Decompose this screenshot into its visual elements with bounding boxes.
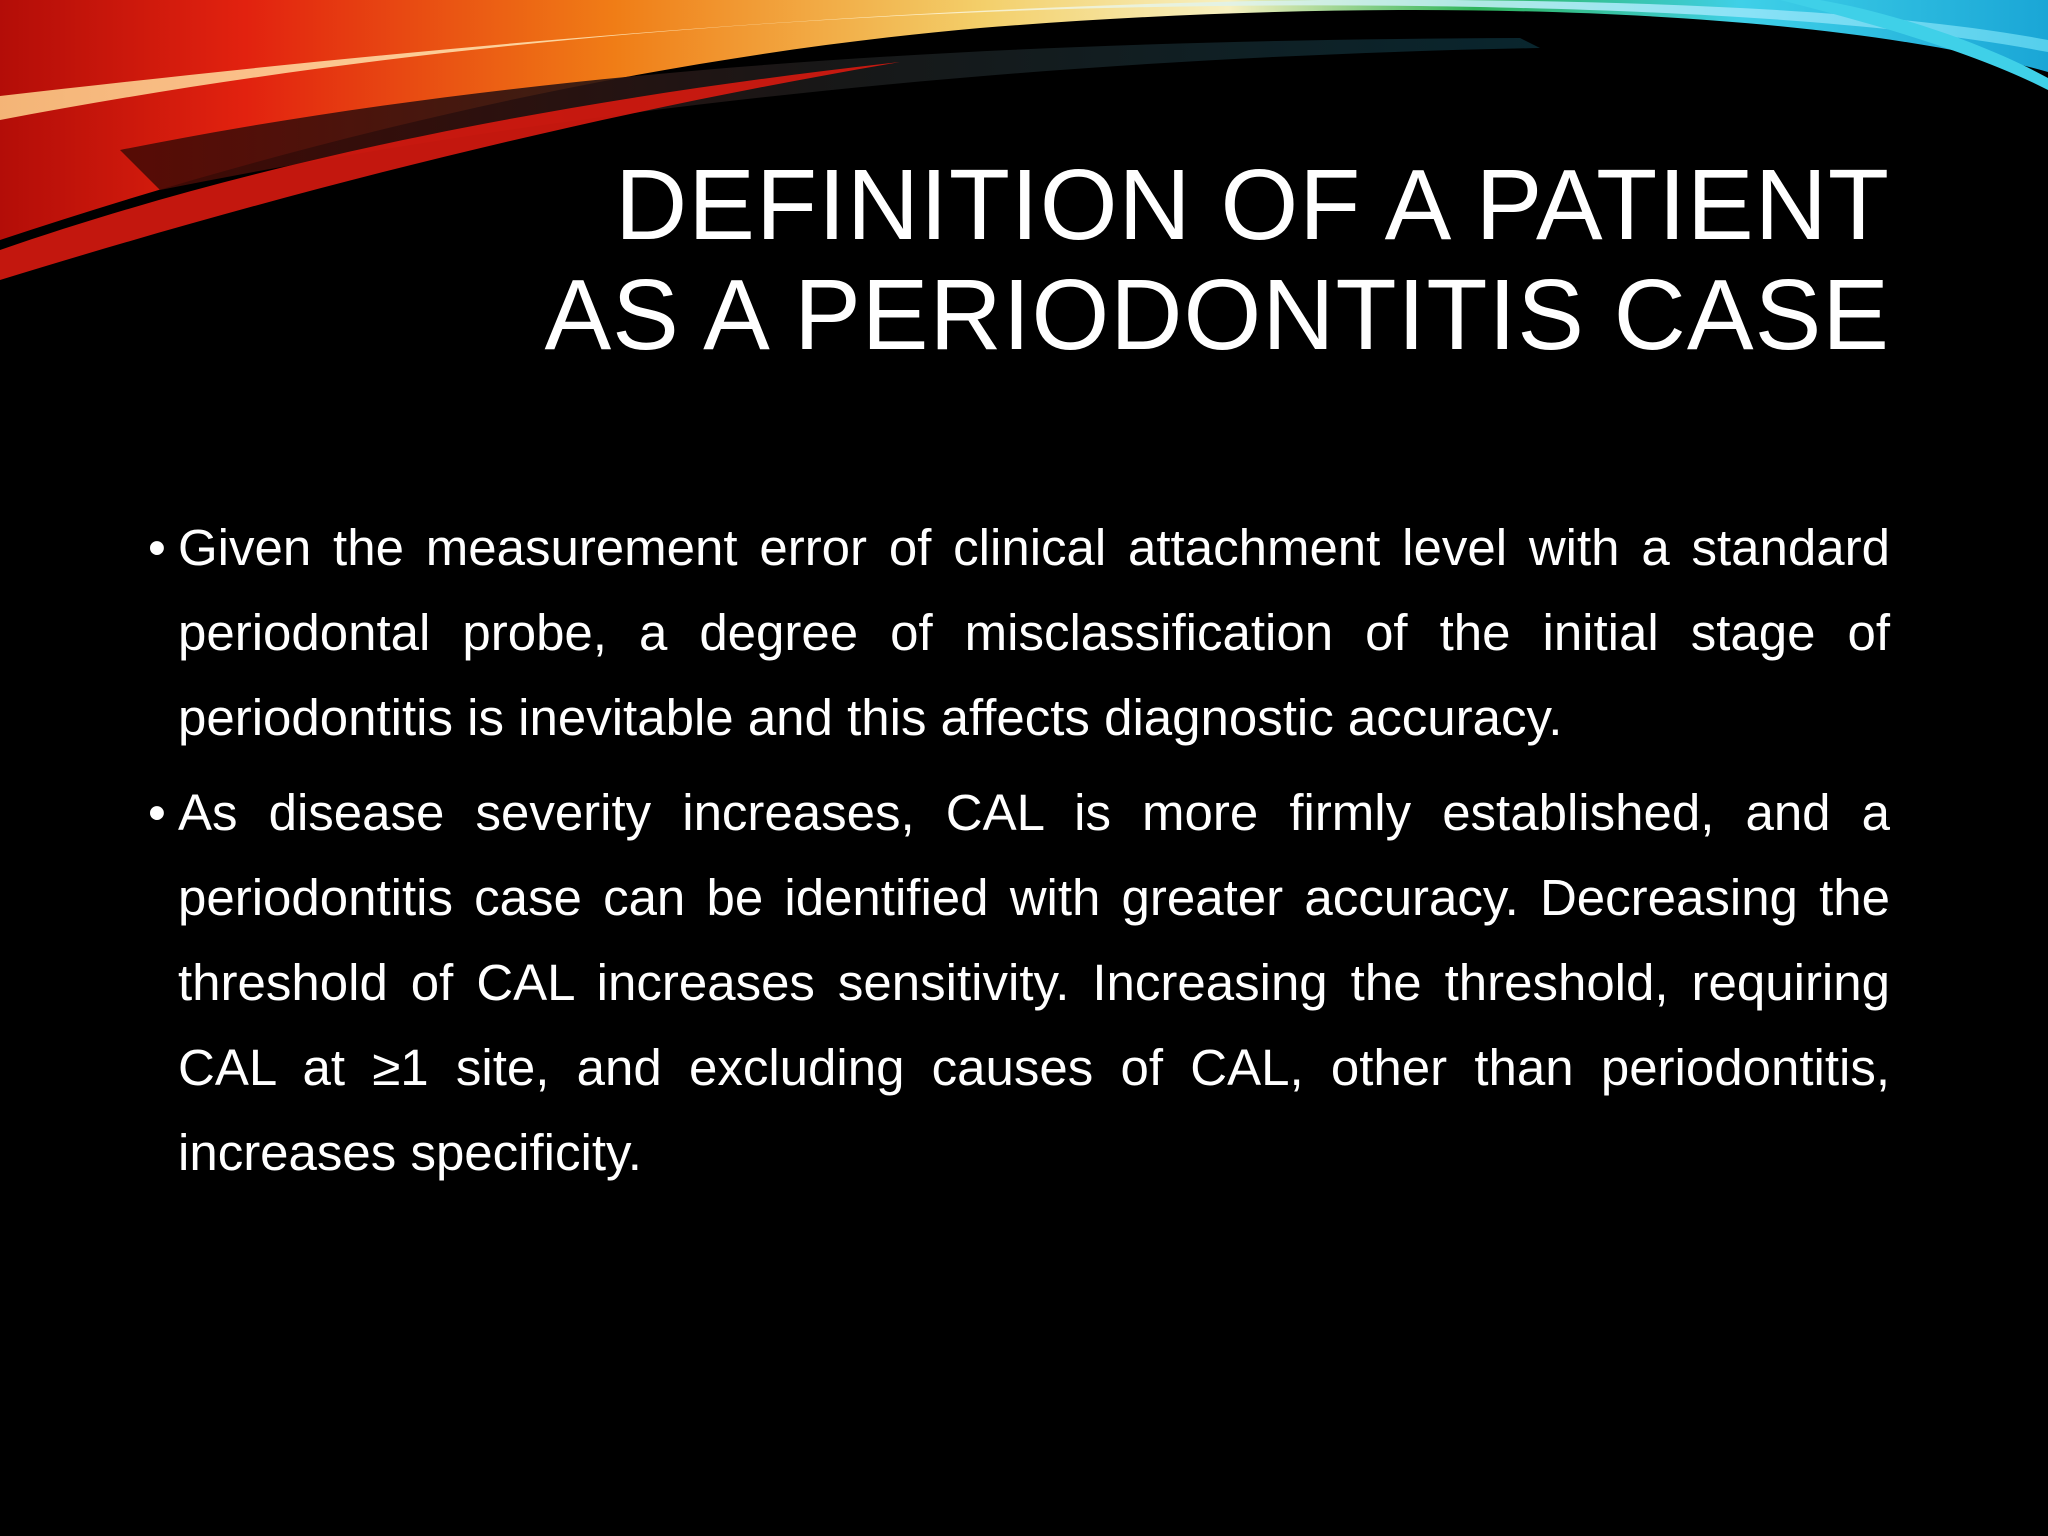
bullet-item	[148, 770, 1890, 1195]
bullet-item	[148, 505, 1890, 760]
bullet-text: Given the measurement error of clinical attachment level with a standard periodontal probe, a degree of misclassification of the initial stage of periodontitis is inevitable and this affects diagnostic accuracy.	[178, 519, 1890, 746]
bullet-text: As disease severity increases, CAL is more firmly established, and a periodontitis case can be identified with greater accuracy. Decreasing the threshold of CAL increases sensitivity. Increasing the threshold, requiring CAL at ≥1 site, and excluding causes of CAL, other than periodontitis, increases specificity.	[178, 784, 1890, 1181]
bullet-list	[148, 505, 1890, 1205]
slide-title	[390, 150, 1890, 370]
slide-title-line-2: AS A PERIODONTITIS CASE	[544, 259, 1890, 371]
bullet-icon: •	[148, 784, 166, 841]
slide-title-line-1: DEFINITION OF A PATIENT	[615, 149, 1890, 261]
bullet-icon: •	[148, 519, 166, 576]
